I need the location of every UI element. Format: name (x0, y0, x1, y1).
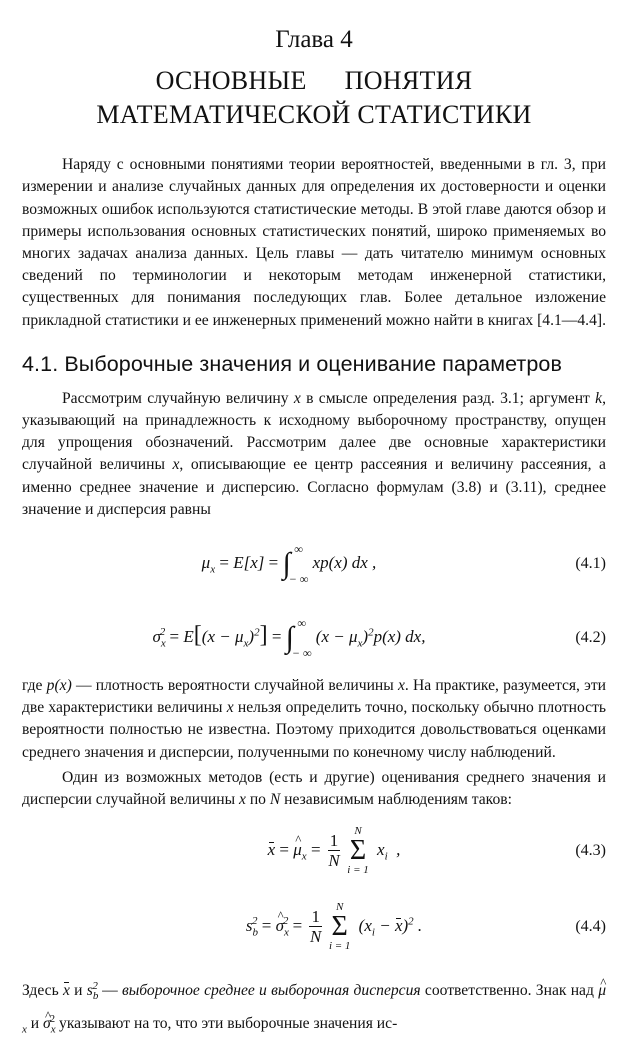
equation-4-3: x = ^ $\mu_x$ = $\frac{1}{N}$ N Σ i = 1 $x_i$ , (4.3) (22, 819, 606, 883)
chapter-title-line-1: ОСНОВНЫЕ ПОНЯТИЯ (155, 65, 473, 95)
paragraph-sample-estimates: Здесь x и $s_b^2$ — выборочное среднее и выборочная дисперсия соответственно. Знак над ^ $\mu_x$ и ^ $\sigma_x^2$ указывают на то, что эти выборочные значения ис- (22, 975, 606, 1040)
equation-number: (4.1) (575, 554, 606, 572)
equation-4-4: $s_b^2$ = ^ $\sigma_x^2$ = $\frac{1}{N}$ N Σ i = 1 $(x_i - x)^2$ . (4.4) (22, 895, 606, 959)
equation-4-2: $\sigma_x^2 = E[(x - \mu_x)^2]$ = ∫ ∞ − ∞ $(x - \mu_x)^2p(x)$ dx, (4.2) (152, 615, 606, 660)
book-page (0, 26, 630, 1035)
equation-4-1: $\mu_x = E[x]$ = ∫ ∞ − ∞ xp(x) dx , (4.1) (201, 541, 606, 586)
equation-number: (4.3) (575, 842, 606, 860)
chapter-title (22, 64, 606, 133)
section-heading: 4.1. Выборочные значения и оценивание параметров (22, 351, 563, 376)
chapter-label: Глава 4 (275, 26, 353, 53)
equation-number: (4.2) (575, 628, 606, 646)
paragraph-random-variable: Рассмотрим случайную величину x в смысле определения разд. 3.1; аргумент k, указывающий на принадлежность к исходному выборочному пространству, опущен для упрощения обозначений. Рассмотрим далее две основные характеристики случайной величины x, описывающие ее центр рассеяния и величину рассеяния, а именно среднее значение и дисперсию. Согласно формулам (3.8) и (3.11), среднее значение и дисперсия равны (22, 389, 606, 518)
paragraph-method: Один из возможных методов (есть и другие) оценивания среднего значения и дисперсии случайной величины x по N независимым наблюдениям таков: (22, 768, 606, 808)
intro-paragraph: Наряду с основными понятиями теории вероятностей, введенными в гл. 3, при измерении и анализе случайных данных для определения их достоверности и оценки возможных ошибок используются статистические методы. В этой главе даются обзор и примеры использования основных статистических понятий, широко применяемых во многих задачах анализа данных. Цель главы — дать читателю минимум основных сведений по терминологии и некоторым методам инженерной статистики, существенных для понимания последующих глав. Более детальное изложение прикладной статистики и ее инженерных применений можно найти в книгах [4.1—4.4]. (22, 156, 606, 329)
chapter-title-line-2: МАТЕМАТИЧЕСКОЙ СТАТИСТИКИ (96, 99, 532, 129)
paragraph-practice: где p(x) — плотность вероятности случайной величины x. На практике, разумеется, эти две характеристики величины x нельзя определить точно, поскольку обычно плотность вероятности полностью не известна. Поэтому приходится довольствоваться оценками среднего значения и дисперсии, полученными по конечному числу наблюдений. (22, 676, 606, 761)
equation-number: (4.4) (575, 918, 606, 936)
